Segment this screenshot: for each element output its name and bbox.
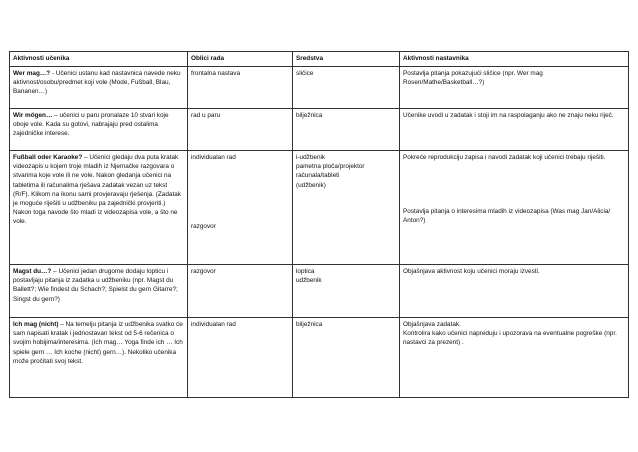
material-item: (udžbenik) <box>296 181 326 189</box>
table-row <box>10 265 629 318</box>
activity-title: Wer mag…? <box>13 70 51 77</box>
table-row <box>10 318 629 398</box>
header-materials: Sredstva <box>293 52 400 67</box>
student-activity-cell <box>10 109 188 151</box>
teacher-activity-cell <box>400 151 629 265</box>
student-activity-cell <box>10 265 188 318</box>
materials-cell: bilježnica <box>293 318 400 398</box>
student-activity-cell <box>10 151 188 265</box>
work-form-cell: frontalna nastava <box>188 67 293 109</box>
material-item: udžbenik <box>296 277 322 285</box>
student-activity-cell <box>10 318 188 398</box>
table-header-row <box>10 52 629 67</box>
teacher-activity-primary: Pokreće reprodukciju zapisa i navodi zadatak koji učenici trebaju riješiti. <box>403 154 606 161</box>
materials-cell <box>293 265 400 318</box>
materials-cell: sličice <box>293 67 400 109</box>
teacher-activity-secondary: Postavlja pitanja o interesima mladih iz videozapisa (Was mag Jan/Alicia/ Anton?) <box>403 208 611 225</box>
header-student-activities: Aktivnosti učenika <box>10 52 188 67</box>
activity-title: Magst du…? <box>13 268 52 275</box>
material-item: i-udžbenik <box>296 154 326 161</box>
activity-title: Fußball oder Karaoke? <box>13 154 83 161</box>
activity-text: – Učenici jedan drugome dodaju lopticu i postavljaju pitanja iz zadatka u udžbeniku (npr. Magst du Ballett?; Wie findest du Schach?; Spielst du gern Gitarre?; Singst du gern?) <box>13 268 178 303</box>
materials-cell <box>293 151 400 265</box>
work-form-cell: individualan rad <box>188 318 293 398</box>
activity-title: Wir mögen… <box>13 112 53 119</box>
teacher-activity-cell: Objašnjava aktivnost koju učenici moraju izvesti. <box>400 265 629 318</box>
student-activity-cell <box>10 67 188 109</box>
activity-title: Ich mag (nicht) <box>13 321 59 328</box>
teacher-activity-cell: Učenike uvodi u zadatak i stoji im na raspolaganju ako ne znaju neku riječ. <box>400 109 629 151</box>
teacher-activity-cell: Postavlja pitanja pokazujući sličice (npr. Wer mag Rosen/Mathe/Basketball…?) <box>400 67 629 109</box>
table-row <box>10 67 629 109</box>
table-row <box>10 109 629 151</box>
work-form-secondary: razgovor <box>191 223 216 231</box>
lesson-plan-table <box>9 51 629 398</box>
activity-text: – Na temelju pitanja iz udžbenika svatko će sam napisati kratak i jednostavan tekst od 5-6 rečenica o svojim hobijima/interesima. (Ich mag… Yoga finde ich … Ich spiele gern … Ich koche (nicht) gern…). Nekoliko učenika može pročitati svoj tekst. <box>13 321 183 365</box>
materials-cell: bilježnica <box>293 109 400 151</box>
work-form-cell <box>188 151 293 265</box>
teacher-activity-cell <box>400 318 629 398</box>
table-row <box>10 151 629 265</box>
work-form-cell: razgovor <box>188 265 293 318</box>
header-work-forms: Oblici rada <box>188 52 293 67</box>
material-item: loptica <box>296 268 315 275</box>
material-item: pametna ploča/projektor <box>296 163 365 171</box>
activity-text: - Učenici ustanu kad nastavnica navede neku aktivnost/osobu/predmet koji vole (Mode, Fußball, Blau, Bananen…) <box>13 70 181 96</box>
material-item: računala/tableti <box>296 172 340 180</box>
teacher-activity-line: Objašnjava zadatak. <box>403 321 461 328</box>
teacher-activity-line: Kontrolira kako učenici napreduju i upozorava na eventualne pogreške (npr. nastavci za prezent) . <box>403 330 617 347</box>
work-form-cell: rad u paru <box>188 109 293 151</box>
activity-text: – učenici u paru pronalaze 10 stvari koje oboje vole. Kada su gotovi, nabrajaju pred ostalima zajedničke interese. <box>13 112 169 138</box>
header-teacher-activities: Aktivnosti nastavnika <box>400 52 629 67</box>
activity-text-followup: Nakon toga navode što mladi iz videozapisa vole, a što ne vole. <box>13 209 178 226</box>
work-form-primary: individualan rad <box>191 154 236 161</box>
activity-text: – Učenici gledaju dva puta kratak videozapis u kojem troje mladih iz Njemačke razgovara o stvarima koje vole ili ne vole. Nakon gledanja učenici na tabletima ili računalima rješava zadatak vezan uz tekst (R/F). Klikom na ikonu sami provjeravaju rješenja. (Zadatak je moguće riješiti u udžbeniku pa zajednički provjeriti.) <box>13 154 181 208</box>
